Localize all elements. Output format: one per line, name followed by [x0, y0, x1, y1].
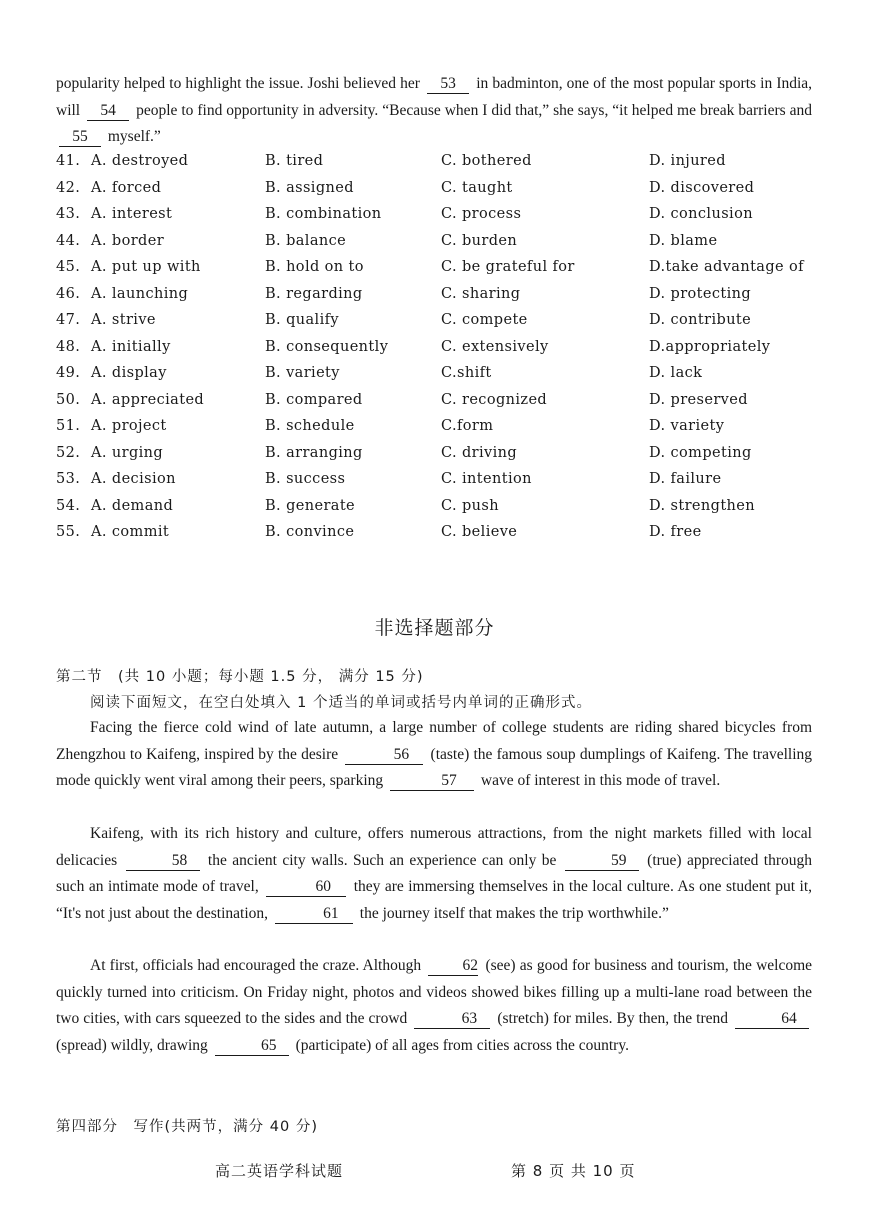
option-d: D.appropriately: [649, 338, 771, 355]
passage-text: At first, officials had encouraged the craze. Although: [90, 957, 422, 974]
options-list: [56, 150, 826, 548]
passage-text: Facing the fierce cold wind of late autumn, a large number of college students are riding shared bicycles from Zhengzhou to Kaifeng, inspired by the desire: [56, 719, 812, 763]
option-a: A. destroyed: [91, 153, 189, 169]
option-b: B. compared: [265, 391, 363, 408]
blank-58: 58: [126, 852, 200, 871]
option-a: A. put up with: [91, 259, 201, 275]
question-row: [56, 230, 826, 257]
passage-text: in badminton, one of the most popular: [476, 75, 715, 92]
option-c: C.form: [441, 418, 494, 434]
passage-paragraph-3: [56, 953, 812, 1059]
passage-text: (spread) wildly, drawing: [56, 1036, 208, 1054]
option-b: B. tired: [265, 153, 324, 169]
blank-62: 62: [428, 957, 478, 976]
question-number: 49.: [56, 365, 81, 381]
footer-page-number: 第 8 页 共 10 页: [511, 1162, 636, 1180]
passage-top: [56, 71, 812, 151]
passage-text: (participate) of all ages from cities across the country.: [295, 1036, 629, 1054]
option-c: C. compete: [441, 312, 528, 328]
passage-paragraph-1: [56, 715, 812, 795]
option-a: A. demand: [91, 497, 174, 514]
option-c: C. taught: [441, 179, 513, 196]
blank-59: 59: [565, 852, 639, 871]
passage-text: (stretch) for miles. By then, the trend: [497, 1010, 728, 1027]
option-d: D. protecting: [649, 285, 752, 302]
blank-63: 63: [414, 1010, 490, 1029]
footer-subject: 高二英语学科试题: [215, 1162, 344, 1180]
option-c: C. sharing: [441, 285, 521, 302]
passage-text: (see) as good for business and tourism, the welcome quickly turned into criticism. On Friday night, photos and videos showed bikes filling up a multi-lane road between the two cities, with cars squeezed to the sides and the crowd: [56, 957, 813, 1027]
question-row: [56, 415, 826, 442]
option-b: B. schedule: [265, 418, 355, 434]
passage-paragraph-2: [56, 821, 812, 927]
option-d: D.take advantage of: [649, 259, 804, 275]
question-row: [56, 150, 826, 177]
blank-61: 61: [275, 905, 353, 924]
question-row: [56, 362, 826, 389]
passage-text: the ancient city walls. Such an experience can only be: [207, 851, 557, 869]
option-b: B. balance: [265, 232, 347, 249]
option-b: B. variety: [265, 365, 340, 381]
question-row: [56, 468, 826, 495]
passage-text: people to find opportunity in adversity. “Because when I did that,” she says, “it: [136, 101, 628, 119]
question-number: 53.: [56, 471, 81, 487]
option-c: C. push: [441, 497, 499, 514]
question-row: [56, 495, 826, 522]
option-c: C. extensively: [441, 338, 549, 355]
passage-text: (taste) the famous soup dumplings of Kaifeng. The travelling mode quickly went viral among their peers, sparking: [56, 745, 813, 789]
question-number: 55.: [56, 524, 81, 540]
option-d: D. conclusion: [649, 206, 753, 222]
option-a: A. forced: [91, 179, 162, 196]
question-row: [56, 309, 826, 336]
option-c: C. bothered: [441, 153, 532, 169]
question-number: 43.: [56, 206, 81, 222]
option-b: B. success: [265, 471, 346, 487]
option-a: A. initially: [91, 338, 171, 355]
option-d: D. failure: [649, 471, 722, 487]
question-row: [56, 442, 826, 469]
option-a: A. interest: [91, 206, 173, 222]
option-c: C. recognized: [441, 391, 548, 408]
option-c: C. believe: [441, 524, 518, 540]
option-a: A. launching: [91, 285, 189, 302]
section-title: 非选择题部分: [374, 617, 495, 639]
option-b: B. generate: [265, 497, 356, 514]
option-d: D. free: [649, 524, 702, 540]
option-d: D. injured: [649, 153, 726, 169]
question-row: [56, 389, 826, 416]
passage-text: helped me break barriers and: [631, 101, 813, 119]
option-c: C. driving: [441, 444, 518, 461]
question-number: 44.: [56, 232, 81, 249]
option-b: B. regarding: [265, 285, 363, 302]
option-a: A. appreciated: [91, 391, 205, 408]
instruction-text: 阅读下面短文，在空白处填入 1 个适当的单词或括号内单词的正确形式。: [90, 695, 592, 711]
option-a: A. commit: [91, 524, 170, 540]
option-b: B. arranging: [265, 444, 363, 461]
option-b: B. combination: [265, 206, 382, 222]
option-a: A. border: [91, 232, 165, 249]
option-d: D. contribute: [649, 312, 752, 328]
passage-text: (true) appreciated through such an intimate mode of travel,: [56, 851, 812, 895]
blank-54: 54: [87, 102, 129, 121]
question-row: [56, 336, 826, 363]
option-d: D. lack: [649, 365, 703, 381]
option-c: C. process: [441, 206, 522, 222]
option-b: B. convince: [265, 524, 355, 540]
option-c: C. intention: [441, 471, 532, 487]
option-d: D. preserved: [649, 391, 748, 408]
option-b: B. qualify: [265, 312, 339, 328]
passage-text: popularity helped to highlight the issue. Joshi believed her: [56, 75, 420, 92]
passage-text: they are immersing themselves in the local culture. As one student put it, “It's not just about the destination,: [56, 878, 813, 922]
option-a: A. display: [91, 365, 167, 381]
part2-header: 第二节 (共 10 小题；每小题 1.5 分， 满分 15 分): [56, 669, 424, 685]
option-b: B. consequently: [265, 338, 389, 355]
option-b: B. assigned: [265, 179, 354, 196]
option-d: D. blame: [649, 232, 718, 249]
option-c: C. burden: [441, 232, 518, 249]
passage-text: the journey itself that makes the trip worthwhile.”: [359, 904, 669, 922]
question-row: [56, 177, 826, 204]
option-a: A. project: [91, 418, 167, 434]
question-row: [56, 521, 826, 548]
blank-60: 60: [266, 878, 346, 897]
option-d: D. competing: [649, 444, 752, 461]
option-a: A. decision: [91, 471, 176, 487]
blank-64: 64: [735, 1010, 809, 1029]
option-c: C.shift: [441, 365, 492, 381]
question-number: 52.: [56, 444, 81, 461]
option-a: A. strive: [91, 312, 156, 328]
part4-header: 第四部分 写作(共两节，满分 40 分): [56, 1119, 318, 1135]
question-number: 47.: [56, 312, 81, 328]
passage-text: sports in India, will: [56, 75, 813, 119]
option-b: B. hold on to: [265, 259, 364, 275]
question-number: 50.: [56, 391, 81, 408]
question-number: 51.: [56, 418, 81, 434]
option-d: D. variety: [649, 418, 725, 434]
question-number: 46.: [56, 285, 81, 302]
option-d: D. strengthen: [649, 497, 756, 514]
question-number: 48.: [56, 338, 81, 355]
option-d: D. discovered: [649, 179, 755, 196]
blank-55: 55: [59, 128, 101, 147]
option-c: C. be grateful for: [441, 259, 575, 275]
blank-57: 57: [390, 772, 474, 791]
question-number: 42.: [56, 179, 81, 196]
blank-53: 53: [427, 75, 469, 94]
question-number: 54.: [56, 497, 81, 514]
question-row: [56, 256, 826, 283]
question-number: 45.: [56, 259, 81, 275]
passage-text: myself.”: [107, 128, 161, 145]
passage-text: Kaifeng, with its rich history and culture, offers numerous attractions, from the night markets filled with local delicacies: [56, 825, 812, 869]
question-number: 41.: [56, 153, 81, 169]
question-row: [56, 283, 826, 310]
blank-65: 65: [215, 1037, 289, 1056]
question-row: [56, 203, 826, 230]
blank-56: 56: [345, 746, 423, 765]
option-a: A. urging: [91, 444, 164, 461]
passage-text: wave of interest in this mode of travel.: [480, 772, 721, 789]
